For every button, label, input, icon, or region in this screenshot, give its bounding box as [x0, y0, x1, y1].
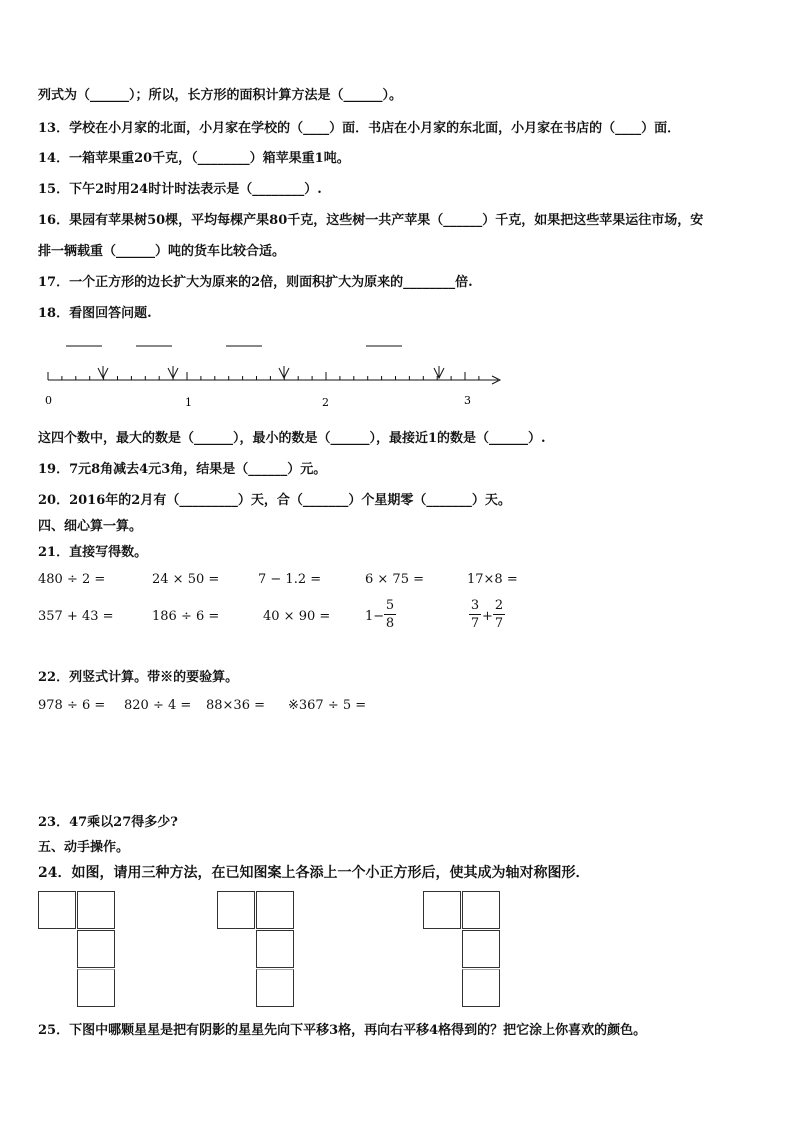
axis-label-3: 3 — [464, 394, 471, 407]
section-5-heading: 五、动手操作。 — [38, 840, 130, 855]
arrow-marker — [98, 366, 108, 378]
calc-item: 6 × 75 = — [365, 572, 424, 587]
fraction-denominator: 7 — [470, 616, 480, 631]
arrow-marker — [279, 366, 289, 378]
fraction-2-7 — [493, 598, 505, 631]
calc-item: 24 × 50 = — [152, 572, 220, 587]
fraction-numerator: 5 — [385, 598, 395, 613]
plus-sign: + — [482, 609, 493, 624]
question-23: 23．47乘以27得多少? — [38, 815, 178, 830]
calc-item: 978 ÷ 6 = — [38, 698, 106, 713]
q12-tail: 列式为（______）；所以，长方形的面积计算方法是（______）。 — [38, 88, 403, 103]
fraction-denominator: 8 — [385, 616, 395, 631]
calc-item: 480 ÷ 2 = — [38, 572, 106, 587]
calc-item: 820 ÷ 4 = — [124, 698, 192, 713]
question-18-answer: 这四个数中，最大的数是（______），最小的数是（______），最接近1的数是（______）. — [38, 431, 546, 446]
question-15: 15．下午2时用24时计时法表示是（________）. — [38, 182, 322, 197]
calc-item: ※367 ÷ 5 = — [288, 698, 367, 713]
question-21: 21．直接写得数。 — [38, 545, 148, 560]
arrow-marker — [168, 366, 178, 378]
question-17: 17．一个正方形的边长扩大为原来的2倍，则面积扩大为原来的________倍. — [38, 275, 473, 290]
question-18: 18．看图回答问题. — [38, 306, 152, 321]
fraction-3-7 — [469, 598, 481, 631]
fraction-whole: 1− — [365, 609, 385, 624]
axis-label-0: 0 — [45, 394, 52, 407]
calc-item: 357 + 43 = — [38, 609, 114, 624]
fraction-5-8 — [384, 598, 396, 631]
axis-label-1: 1 — [185, 396, 192, 409]
question-14: 14．一箱苹果重20千克，（________）箱苹果重1吨。 — [38, 151, 350, 166]
axis-ticks — [48, 372, 479, 380]
question-16-line2: 排一辆载重（______）吨的货车比较合适。 — [38, 244, 286, 259]
question-13: 13．学校在小月家的北面，小月家在学校的（____）面．书店在小月家的东北面，小月家在书店的（____）面． — [38, 121, 681, 136]
calc-item: 186 ÷ 6 = — [152, 609, 220, 624]
question-20: 20．2016年的2月有（_________）天，合（_______）个星期零（_______）天。 — [38, 493, 511, 508]
calc-item: 40 × 90 = — [263, 609, 331, 624]
calc-item: 88×36 = — [206, 698, 266, 713]
calc-item: 7 − 1.2 = — [258, 572, 322, 587]
calc-item: 17×8 = — [467, 572, 518, 587]
fraction-denominator: 7 — [494, 616, 504, 631]
section-4-heading: 四、细心算一算。 — [38, 519, 143, 534]
question-24: 24．如图，请用三种方法，在已知图案上各添上一个小正方形后，使其成为轴对称图形． — [38, 865, 590, 881]
fraction-numerator: 2 — [494, 598, 504, 613]
question-19: 19．7元8角减去4元3角，结果是（______）元。 — [38, 462, 327, 477]
number-line-figure — [36, 336, 506, 412]
question-16-line1: 16．果园有苹果树50棵，平均每棵产果80千克，这些树一共产苹果（______）千克，如果把这些苹果运往市场，安 — [38, 213, 704, 228]
question-22: 22．列竖式计算。带※的要验算。 — [38, 670, 239, 685]
fraction-numerator: 3 — [470, 598, 480, 613]
question-25: 25．下图中哪颗星星是把有阴影的星星先向下平移3格，再向右平移4格得到的？把它涂上你喜欢的颜色。 — [38, 1023, 647, 1038]
arrow-marker — [434, 366, 444, 378]
axis-label-2: 2 — [322, 396, 329, 409]
